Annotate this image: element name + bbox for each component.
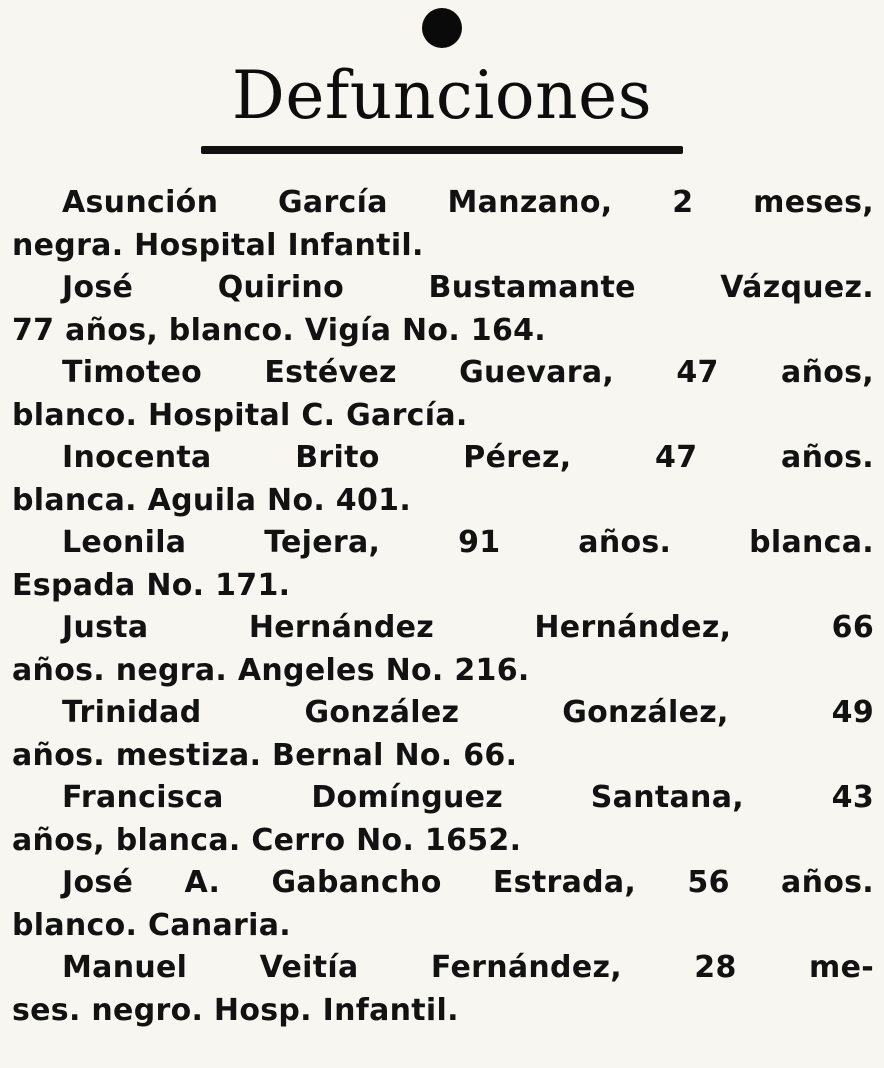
notice-line: años, blanca. Cerro No. 1652. bbox=[12, 822, 522, 858]
notice-line: negra. Hospital Infantil. bbox=[12, 227, 424, 263]
notice-line: Inocenta Brito Pérez, 47 años. bbox=[62, 440, 874, 475]
death-notice bbox=[12, 437, 874, 522]
notice-line: Manuel Veitía Fernández, 28 me- bbox=[62, 950, 874, 985]
death-notice bbox=[12, 777, 874, 862]
notice-line: José A. Gabancho Estrada, 56 años. bbox=[62, 865, 874, 900]
death-notice bbox=[12, 947, 874, 1032]
death-notices-list bbox=[12, 182, 874, 1032]
section-heading: Defunciones bbox=[231, 57, 653, 134]
death-notice bbox=[12, 352, 874, 437]
notice-line: ses. negro. Hosp. Infantil. bbox=[12, 992, 459, 1028]
notice-line: Trinidad González González, 49 bbox=[62, 695, 874, 730]
section-bullet bbox=[422, 8, 462, 48]
notice-line: años. negra. Angeles No. 216. bbox=[12, 652, 530, 688]
death-notice bbox=[12, 862, 874, 947]
notice-line: Asunción García Manzano, 2 meses, bbox=[62, 185, 874, 220]
notice-line: 77 años, blanco. Vigía No. 164. bbox=[12, 312, 546, 348]
death-notice bbox=[12, 182, 874, 267]
notice-line: blanco. Hospital C. García. bbox=[12, 397, 468, 433]
death-notice bbox=[12, 522, 874, 607]
notice-line: años. mestiza. Bernal No. 66. bbox=[12, 737, 518, 773]
notice-line: Leonila Tejera, 91 años. blanca. bbox=[62, 525, 874, 560]
notice-line: Espada No. 171. bbox=[12, 567, 291, 603]
heading-rule bbox=[201, 146, 683, 154]
notice-line: Timoteo Estévez Guevara, 47 años, bbox=[62, 355, 874, 390]
notice-line: Justa Hernández Hernández, 66 bbox=[62, 610, 874, 645]
notice-line: blanco. Canaria. bbox=[12, 907, 291, 943]
notice-line: José Quirino Bustamante Vázquez. bbox=[62, 270, 874, 305]
death-notice bbox=[12, 607, 874, 692]
notice-line: blanca. Aguila No. 401. bbox=[12, 482, 412, 518]
death-notice bbox=[12, 692, 874, 777]
notice-line: Francisca Domínguez Santana, 43 bbox=[62, 780, 874, 815]
death-notice bbox=[12, 267, 874, 352]
